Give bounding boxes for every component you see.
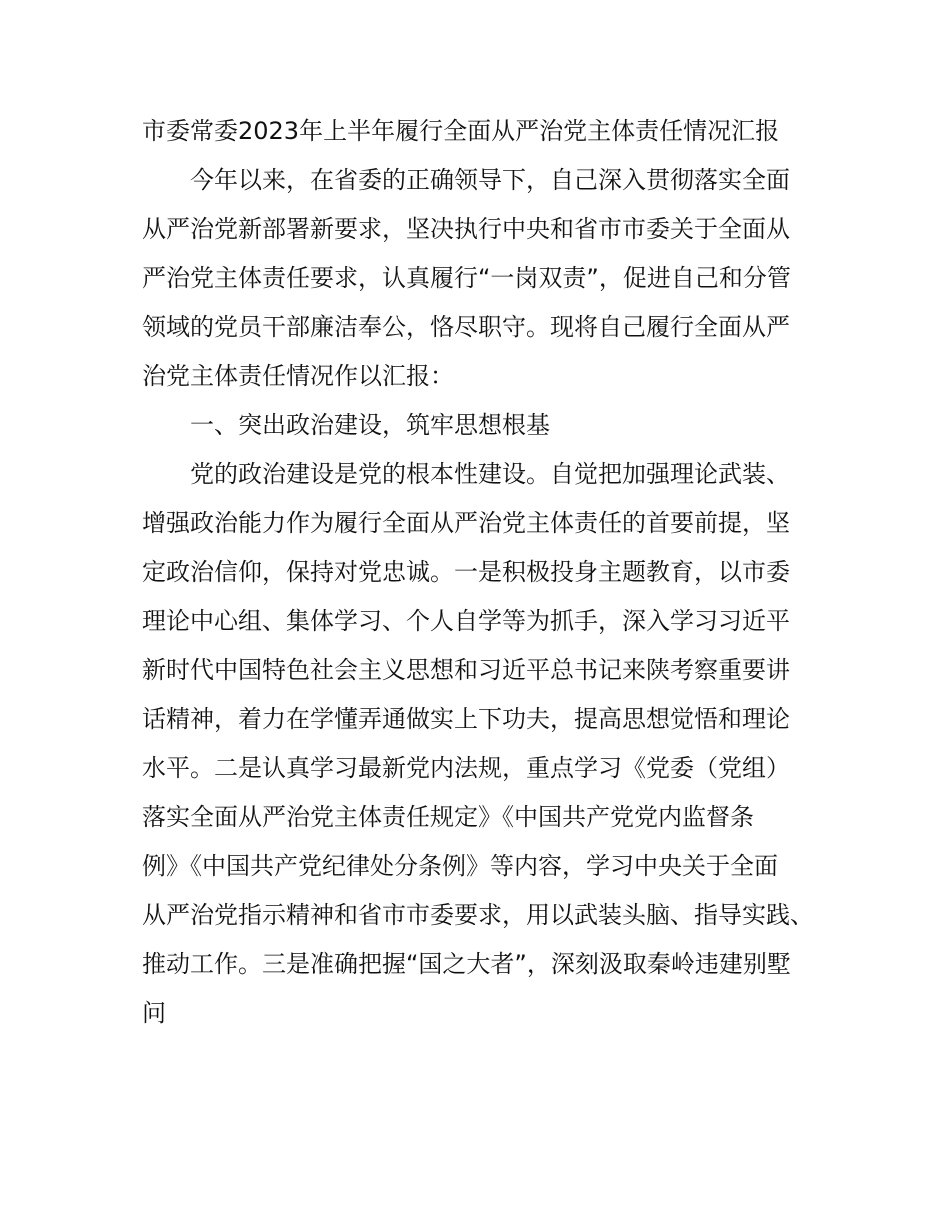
paragraph-2-line-4: 理论中心组、集体学习、个人自学等为抓手，深入学习习近平 xyxy=(142,607,790,635)
paragraph-2-line-12: 问 xyxy=(142,999,166,1027)
paragraph-2-line-7: 水平。二是认真学习最新党内法规，重点学习《党委（党组） xyxy=(142,754,790,782)
paragraph-2-line-6: 话精神，着力在学懂弄通做实上下功夫，提高思想觉悟和理论 xyxy=(142,705,790,733)
paragraph-2-line-5: 新时代中国特色社会主义思想和习近平总书记来陕考察重要讲 xyxy=(142,656,790,684)
paragraph-1-line-3: 严治党主体责任要求，认真履行“一岗双责”，促进自己和分管 xyxy=(142,264,791,292)
paragraph-2-line-2: 增强政治能力作为履行全面从严治党主体责任的首要前提，坚 xyxy=(142,509,790,537)
paragraph-2-line-9: 例》《中国共产党纪律处分条例》等内容，学习中央关于全面 xyxy=(142,852,778,880)
document-title: 市委常委2023年上半年履行全面从严治党主体责任情况汇报 xyxy=(142,117,780,145)
paragraph-2-line-10: 从严治党指示精神和省市市委要求，用以武装头脑、指导实践、 xyxy=(142,901,814,929)
paragraph-2-line-3: 定政治信仰，保持对党忠诚。一是积极投身主题教育，以市委 xyxy=(142,558,790,586)
section-heading-1: 一、突出政治建设，筑牢思想根基 xyxy=(190,411,550,439)
paragraph-1-line-2: 从严治党新部署新要求，坚决执行中央和省市市委关于全面从 xyxy=(142,215,790,243)
paragraph-1-line-5: 治党主体责任情况作以汇报： xyxy=(142,362,454,390)
paragraph-2-line-8: 落实全面从严治党主体责任规定》《中国共产党党内监督条 xyxy=(142,803,754,831)
paragraph-2-line-11: 推动工作。三是准确把握“国之大者”，深刻汲取秦岭违建别墅 xyxy=(142,950,791,978)
document-body xyxy=(142,107,832,1038)
paragraph-1-line-4: 领域的党员干部廉洁奉公，恪尽职守。现将自己履行全面从严 xyxy=(142,313,790,341)
paragraph-2-line-1: 党的政治建设是党的根本性建设。自觉把加强理论武装、 xyxy=(190,460,790,488)
paragraph-1-line-1: 今年以来，在省委的正确领导下，自己深入贯彻落实全面 xyxy=(190,166,790,194)
